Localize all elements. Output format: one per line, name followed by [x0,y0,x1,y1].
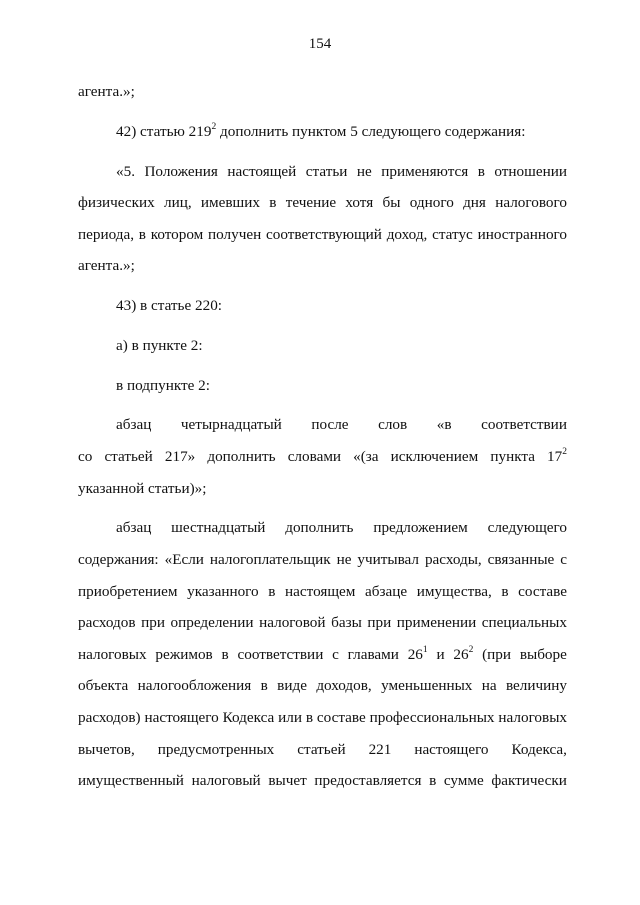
word: расходы, [424,551,482,569]
document-body [78,76,567,797]
word: применяются [381,162,469,180]
word: расходов) [78,709,141,726]
word: при [141,614,165,632]
paragraph-42: 42) статью $219^2$ дополнить пунктом 5 следующего содержания: [116,121,526,140]
word: абзац [116,416,152,434]
text-line: агента.»; [78,83,135,100]
word: Кодекса [222,709,275,726]
chapter-number: $26^2$ [453,644,474,663]
word: «5. [116,162,135,180]
word: абзаце [365,582,408,600]
text-line [78,607,567,639]
text-line: налоговых режимов в соответствии с главами $26^1$ и $26^2$ (при выборе [78,639,567,671]
superscript: 1 [422,644,428,655]
word: приобретением [78,582,178,600]
word: предоставляется [314,772,422,790]
quote-line [78,219,567,251]
word: статьи [305,162,348,180]
word: 217» [164,448,196,466]
word: налогоплательщик [209,551,331,569]
word: доход, [386,225,428,243]
word: фактически [491,772,567,790]
text-line [78,702,567,734]
subpoint-2: в подпункте 2: [116,376,210,394]
superscript: 2 [468,644,474,655]
word: соответствующий [266,225,382,243]
word: следующего [487,519,567,537]
word: налогообложения [137,677,252,695]
text-line [78,576,567,608]
word: предложением [373,519,468,537]
word: в [260,677,268,695]
word: соответствии [237,645,324,663]
word: в [477,162,485,180]
word: вычет [268,772,307,790]
word: пункта [490,448,535,466]
word: предусмотренных [157,740,275,758]
word: не [336,551,352,569]
word: периода, [78,225,135,243]
word: котором [150,225,204,243]
word: налоговой [259,614,326,632]
word: с [332,645,339,663]
word: в [429,772,437,790]
word: «Если [164,551,204,569]
word: дополнить [207,448,276,466]
word: расходов [78,614,136,632]
word: объекта [78,677,129,695]
word: «в [436,416,452,434]
word: имевших [200,194,260,212]
word: применении [396,614,477,632]
word: статьей [297,740,346,758]
word: в [221,645,229,663]
word: бы [382,194,401,212]
paragraph-43: 43) в статье 220: [116,297,223,315]
superscript: 2 [211,121,217,132]
word: иностранного [477,225,567,243]
word: профессиональных [369,709,495,726]
word: налоговый [191,772,261,790]
quote-line [78,156,567,188]
word: базы [331,614,362,632]
word: специальных [481,614,567,632]
word: или [278,709,302,726]
word: настоящей [227,162,297,180]
word: с [560,551,567,569]
word: лиц, [163,194,192,212]
word: 221 [368,740,392,758]
word: статус [432,225,473,243]
word: вычетов, [78,740,135,758]
text-line [78,512,567,544]
text-line [78,765,567,797]
word: течение [285,194,337,212]
word: в [305,709,314,726]
word: составе [316,709,366,726]
text-line [78,441,567,473]
word: исключением [390,448,479,466]
word: не [356,162,372,180]
word: настоящем [285,582,356,600]
word: статьей [104,448,153,466]
word: выборе [519,645,567,663]
word: получен [208,225,262,243]
word: главами [347,645,399,663]
word: при [367,614,392,632]
text-line: указанной статьи)»; [78,479,207,497]
word: настоящего [414,740,489,758]
word: хотя [345,194,374,212]
word: после [311,416,349,434]
word: уменьшенных [381,677,473,695]
word: словами [287,448,342,466]
word: Положения [144,162,218,180]
text-line [78,734,567,766]
word: составе [518,582,567,600]
word: доходов, [316,677,372,695]
word: физических [78,194,155,212]
word: налогового [495,194,567,212]
text-line [78,670,567,702]
word: в [138,225,146,243]
word: одного [409,194,454,212]
word: величину [505,677,567,695]
word: определении [170,614,254,632]
word: в [269,194,277,212]
quote-line: агента.»; [78,257,135,275]
word: на [481,677,497,695]
word: абзац [116,519,152,537]
word: дополнить [285,519,354,537]
word: (при [482,645,512,663]
word: содержания: [78,551,159,569]
subparagraph-a: а) в пункте 2: [116,336,203,354]
point-number: $17^2$ [547,447,567,466]
text-line [78,409,567,441]
word: четырнадцатый [180,416,282,434]
word: «(за [353,448,379,466]
word: отношении [494,162,567,180]
word: со [78,448,93,466]
word: в [268,582,276,600]
chapter-number: $26^1$ [407,644,428,663]
word: налоговых [78,645,147,663]
word: режимов [155,645,213,663]
word: шестнадцатый [171,519,266,537]
word: Кодекса, [511,740,567,758]
text-line [78,544,567,576]
word: указанного [187,582,259,600]
word: имущества, [416,582,492,600]
quote-line [78,187,567,219]
word: настоящего [144,709,219,726]
word: в [501,582,509,600]
word: виде [277,677,307,695]
page-number: 154 [308,36,332,52]
superscript: 2 [562,447,567,458]
word: дня [463,194,486,212]
word: имущественный [78,772,184,790]
word: связанные [487,551,555,569]
word: налоговых [498,709,567,726]
word: слов [378,416,408,434]
word: учитывал [357,551,419,569]
word: соответствии [481,416,567,434]
word: сумме [443,772,484,790]
